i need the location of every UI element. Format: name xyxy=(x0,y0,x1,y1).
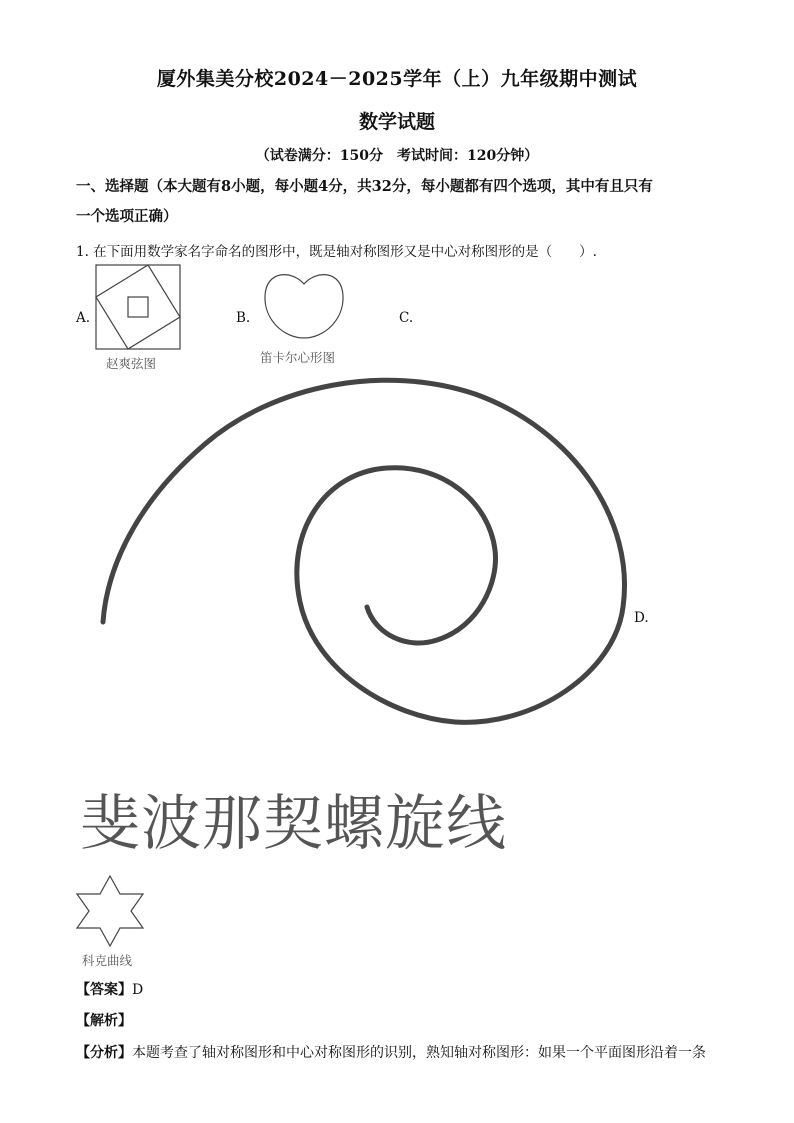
answer-tag: 【答案】 xyxy=(76,982,132,998)
answer-value: D xyxy=(132,982,144,998)
fenxi-tag: 【分析】 xyxy=(76,1045,132,1061)
exam-title: 厦外集美分校2024－2025学年（上）九年级期中测试 xyxy=(156,68,638,90)
option-d-label: D. xyxy=(634,610,649,626)
section-heading-line2: 一个选项正确） xyxy=(76,208,178,225)
koch-snowflake-figure-icon xyxy=(75,874,145,948)
section-heading-line1: 一、选择题（本大题有8小题，每小题4分，共32分，每小题都有四个选项，其中有且只有 xyxy=(76,178,653,195)
option-d-caption: 科克曲线 xyxy=(82,953,133,968)
cardioid-figure-icon xyxy=(262,268,346,340)
option-c-label: C. xyxy=(399,310,414,326)
option-c-caption: 斐波那契螺旋线 xyxy=(80,789,507,859)
answer-line xyxy=(76,979,143,999)
option-b-label: B. xyxy=(236,310,251,326)
option-a-caption: 赵爽弦图 xyxy=(106,356,157,371)
subject-title: 数学试题 xyxy=(358,111,435,133)
fibonacci-spiral-figure-icon xyxy=(95,372,635,744)
exam-info: （试卷满分：150分 考试时间：120分钟） xyxy=(255,148,539,164)
option-a-label: A. xyxy=(76,310,91,326)
option-b-caption: 笛卡尔心形图 xyxy=(260,350,336,365)
question-1-text: 1. 在下面用数学家名字命名的图形中，既是轴对称图形又是中心对称图形的是（ ）. xyxy=(76,244,597,260)
fenxi-text: 本题考查了轴对称图形和中心对称图形的识别，熟知轴对称图形：如果一个平面图形沿着一条 xyxy=(132,1045,706,1061)
fenxi-line xyxy=(76,1042,706,1062)
zhao-shuang-figure-icon xyxy=(95,264,181,350)
analysis-tag: 【解析】 xyxy=(76,1013,132,1029)
section-heading xyxy=(76,172,736,232)
